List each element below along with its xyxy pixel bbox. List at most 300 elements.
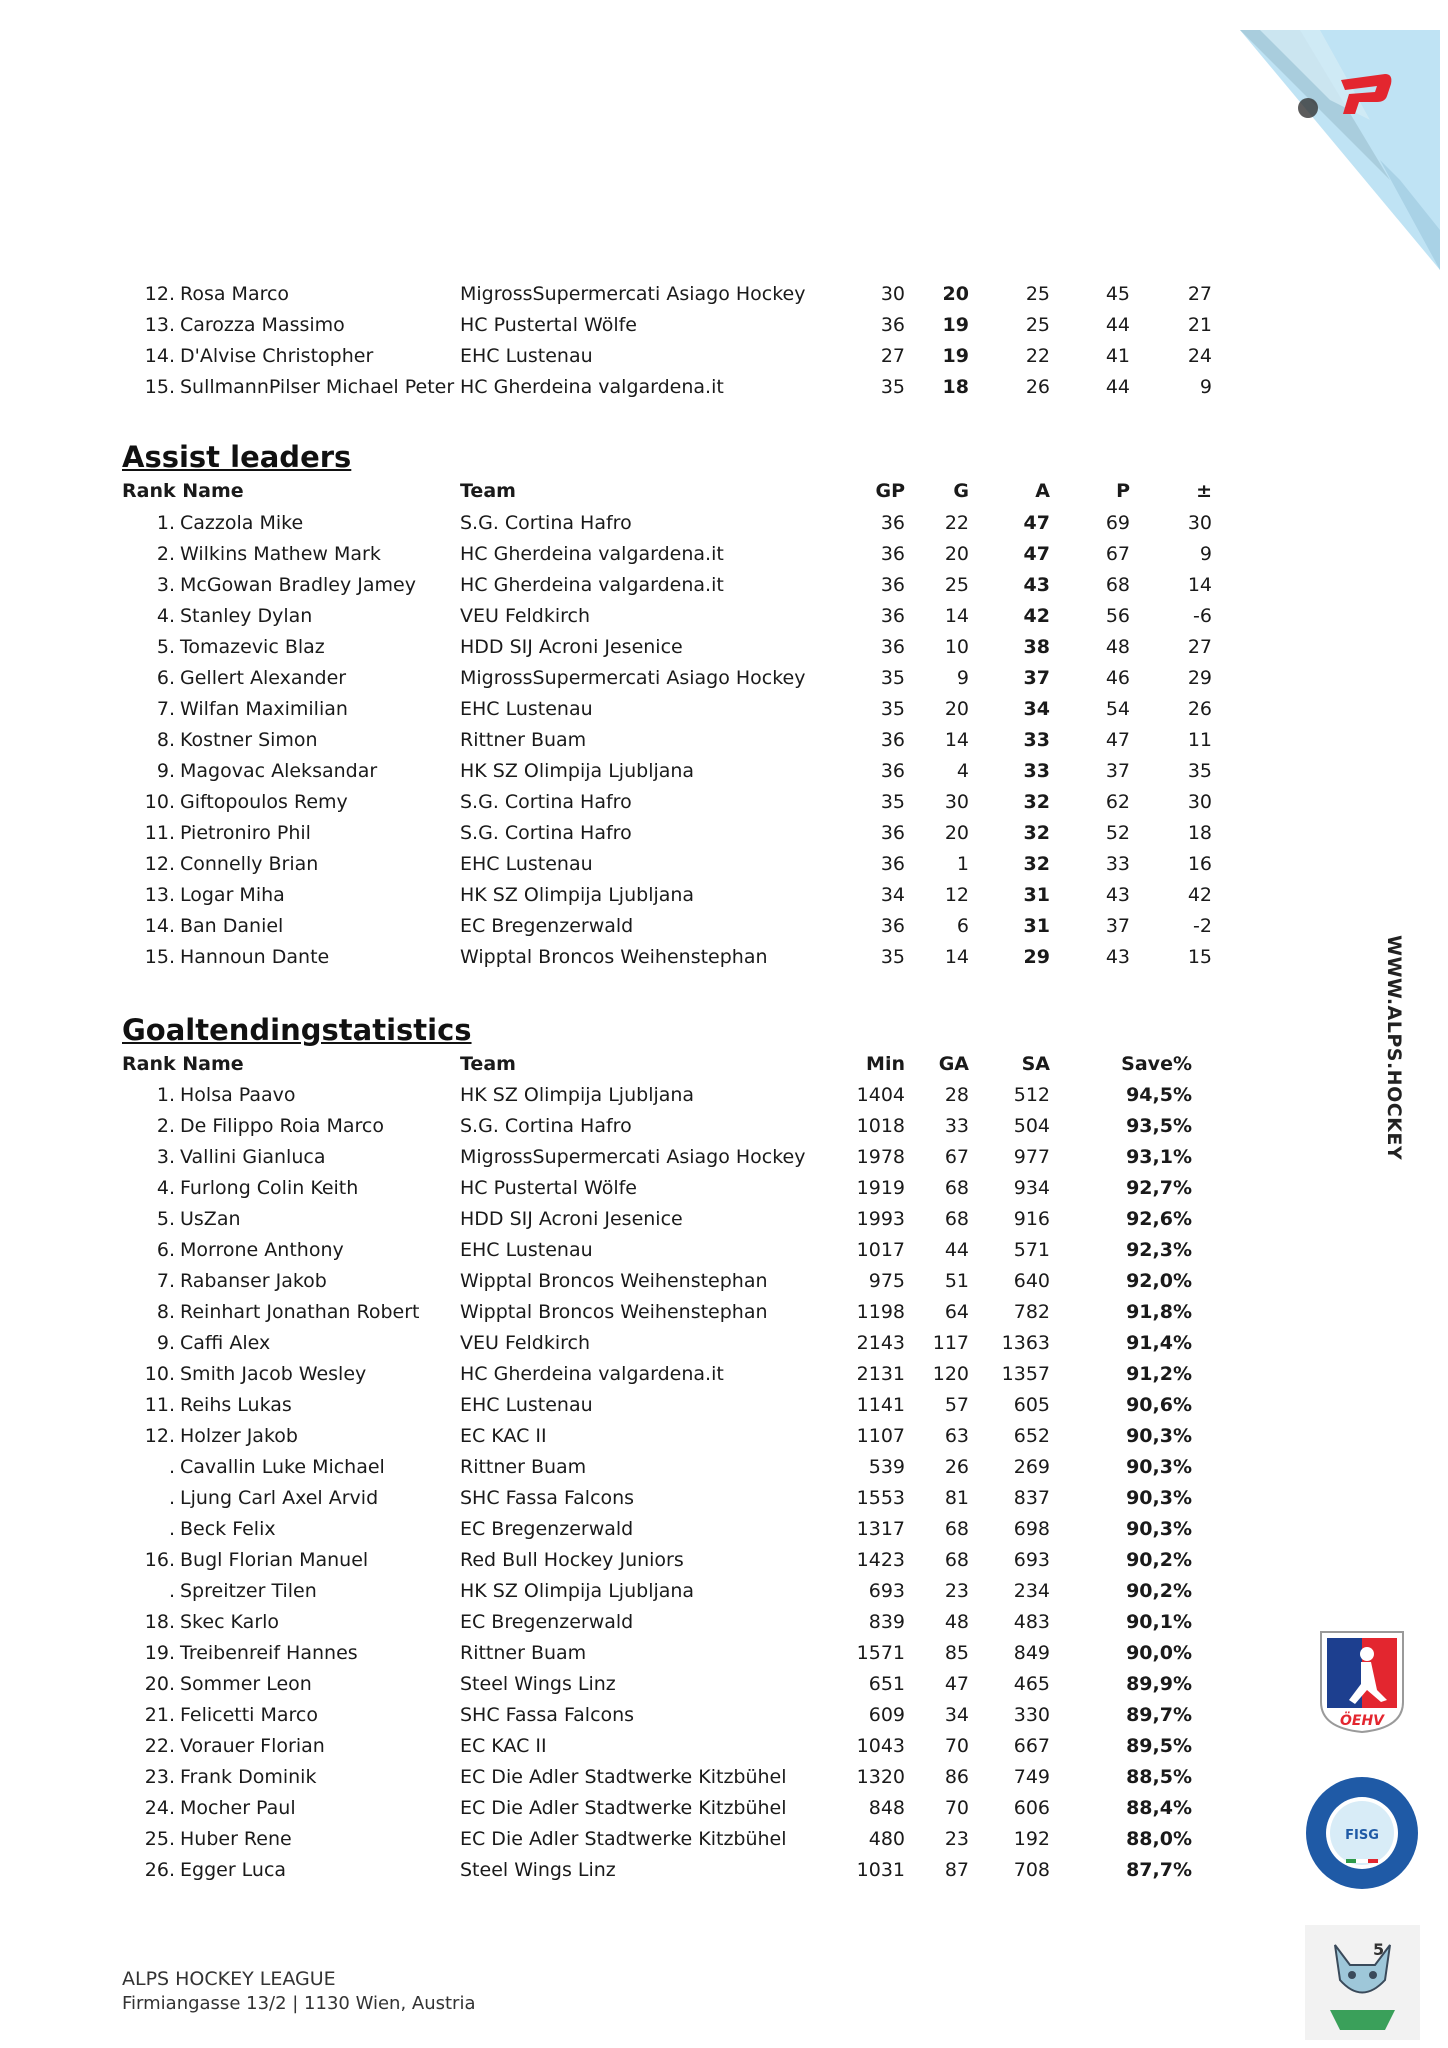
save-pct-cell: 89,7% xyxy=(1126,1704,1192,1726)
goals-against-cell: 68 xyxy=(944,1549,969,1571)
player-name-cell: UsZan xyxy=(180,1208,241,1230)
shots-against-cell: 269 xyxy=(1013,1456,1050,1478)
team-cell: Steel Wings Linz xyxy=(460,1673,616,1695)
team-cell: Rittner Buam xyxy=(460,729,587,751)
team-cell: EHC Lustenau xyxy=(460,1239,593,1261)
team-cell: EC Bregenzerwald xyxy=(460,1518,634,1540)
rank-cell: 4. xyxy=(156,1177,175,1199)
shots-against-cell: 934 xyxy=(1013,1177,1050,1199)
save-pct-cell: 90,6% xyxy=(1126,1394,1192,1416)
team-cell: HC Gherdeina valgardena.it xyxy=(460,1363,724,1385)
save-pct-cell: 92,0% xyxy=(1126,1270,1192,1292)
team-cell: EC Bregenzerwald xyxy=(460,915,634,937)
table-row xyxy=(0,787,1448,818)
goals-against-cell: 51 xyxy=(944,1270,969,1292)
rank-cell: 25. xyxy=(144,1828,175,1850)
player-name-cell: Holsa Paavo xyxy=(180,1084,296,1106)
table-row xyxy=(0,570,1448,601)
plusminus-cell: 26 xyxy=(1187,698,1212,720)
rank-cell: 10. xyxy=(144,1363,175,1385)
rank-cell: 8. xyxy=(156,729,175,751)
team-cell: HC Gherdeina valgardena.it xyxy=(460,543,724,565)
fisg-logo-text: FISG xyxy=(1345,1828,1379,1843)
points-cell: 43 xyxy=(1105,946,1130,968)
side-url[interactable]: WWW.ALPS.HOCKEY xyxy=(1383,935,1405,1161)
shots-against-cell: 234 xyxy=(1013,1580,1050,1602)
rank-cell: . xyxy=(168,1580,175,1602)
footer-address: Firmiangasse 13/2 | 1130 Wien, Austria xyxy=(122,1993,476,2014)
goals-cell: 14 xyxy=(944,729,969,751)
gp-cell: 36 xyxy=(880,543,905,565)
minutes-cell: 1423 xyxy=(856,1549,905,1571)
plusminus-cell: 29 xyxy=(1187,667,1212,689)
goals-against-cell: 68 xyxy=(944,1208,969,1230)
team-cell: HK SZ Olimpija Ljubljana xyxy=(460,1084,695,1106)
points-cell: 33 xyxy=(1105,853,1130,875)
rank-cell: 13. xyxy=(144,314,175,336)
header-ga: GA xyxy=(938,1053,969,1075)
rank-cell: 15. xyxy=(144,946,175,968)
goals-cell: 14 xyxy=(944,605,969,627)
goals-against-cell: 68 xyxy=(944,1518,969,1540)
shots-against-cell: 1363 xyxy=(1001,1332,1050,1354)
goals-against-cell: 85 xyxy=(944,1642,969,1664)
points-cell: 68 xyxy=(1105,574,1130,596)
shots-against-cell: 504 xyxy=(1013,1115,1050,1137)
assist-leaders-title: Assist leaders xyxy=(122,440,352,474)
goalie-table-header xyxy=(0,1049,1448,1080)
player-name-cell: Hannoun Dante xyxy=(180,946,330,968)
page-number: 5 xyxy=(1373,1940,1385,1959)
player-name-cell: Holzer Jakob xyxy=(180,1425,298,1447)
save-pct-cell: 89,9% xyxy=(1126,1673,1192,1695)
table-row xyxy=(0,632,1448,663)
assists-cell: 33 xyxy=(1023,760,1050,782)
table-row xyxy=(0,1266,1448,1297)
assists-cell: 31 xyxy=(1023,884,1050,906)
goals-cell: 20 xyxy=(944,543,969,565)
team-cell: HK SZ Olimpija Ljubljana xyxy=(460,884,695,906)
table-row xyxy=(0,1700,1448,1731)
goals-cell: 1 xyxy=(956,853,969,875)
rank-cell: 4. xyxy=(156,605,175,627)
goals-cell: 14 xyxy=(944,946,969,968)
plusminus-cell: 42 xyxy=(1187,884,1212,906)
table-row xyxy=(0,1080,1448,1111)
assists-cell: 32 xyxy=(1023,853,1050,875)
table-row xyxy=(0,1204,1448,1235)
team-cell: VEU Feldkirch xyxy=(460,1332,591,1354)
gp-cell: 35 xyxy=(880,667,905,689)
table-row xyxy=(0,1390,1448,1421)
rank-cell: 3. xyxy=(156,574,175,596)
save-pct-cell: 90,3% xyxy=(1126,1456,1192,1478)
header-save-pct: Save% xyxy=(1121,1053,1192,1075)
goals-against-cell: 70 xyxy=(944,1797,969,1819)
goals-cell: 25 xyxy=(944,574,969,596)
rank-cell: 10. xyxy=(144,791,175,813)
minutes-cell: 1317 xyxy=(856,1518,905,1540)
plusminus-cell: 18 xyxy=(1187,822,1212,844)
minutes-cell: 1571 xyxy=(856,1642,905,1664)
save-pct-cell: 88,0% xyxy=(1126,1828,1192,1850)
player-name-cell: Caffi Alex xyxy=(180,1332,271,1354)
points-cell: 43 xyxy=(1105,884,1130,906)
assists-cell: 32 xyxy=(1023,791,1050,813)
minutes-cell: 1017 xyxy=(856,1239,905,1261)
save-pct-cell: 90,2% xyxy=(1126,1580,1192,1602)
table-row xyxy=(0,539,1448,570)
points-cell: 44 xyxy=(1105,376,1130,398)
rank-cell: 13. xyxy=(144,884,175,906)
rank-cell: 26. xyxy=(144,1859,175,1881)
goals-against-cell: 23 xyxy=(944,1580,969,1602)
assists-cell: 34 xyxy=(1023,698,1050,720)
player-name-cell: Ljung Carl Axel Arvid xyxy=(180,1487,379,1509)
team-cell: SHC Fassa Falcons xyxy=(460,1487,635,1509)
save-pct-cell: 91,8% xyxy=(1126,1301,1192,1323)
gp-cell: 27 xyxy=(880,345,905,367)
goals-against-cell: 57 xyxy=(944,1394,969,1416)
shots-against-cell: 782 xyxy=(1013,1301,1050,1323)
player-name-cell: Huber Rene xyxy=(180,1828,292,1850)
rank-cell: . xyxy=(168,1518,175,1540)
player-name-cell: Reinhart Jonathan Robert xyxy=(180,1301,420,1323)
rank-cell: 24. xyxy=(144,1797,175,1819)
shots-against-cell: 606 xyxy=(1013,1797,1050,1819)
player-name-cell: Giftopoulos Remy xyxy=(180,791,348,813)
player-name-cell: Gellert Alexander xyxy=(180,667,347,689)
points-cell: 46 xyxy=(1105,667,1130,689)
points-cell: 37 xyxy=(1105,915,1130,937)
assists-cell: 38 xyxy=(1023,636,1050,658)
save-pct-cell: 91,4% xyxy=(1126,1332,1192,1354)
rank-cell: 21. xyxy=(144,1704,175,1726)
player-name-cell: Wilkins Mathew Mark xyxy=(180,543,381,565)
gp-cell: 36 xyxy=(880,853,905,875)
rank-cell: 2. xyxy=(156,1115,175,1137)
points-cell: 47 xyxy=(1105,729,1130,751)
points-cell: 67 xyxy=(1105,543,1130,565)
player-name-cell: Cazzola Mike xyxy=(180,512,304,534)
points-cell: 69 xyxy=(1105,512,1130,534)
team-cell: HK SZ Olimpija Ljubljana xyxy=(460,760,695,782)
player-name-cell: Wilfan Maximilian xyxy=(180,698,348,720)
plusminus-cell: 21 xyxy=(1187,314,1212,336)
table-row xyxy=(0,279,1448,310)
rank-cell: 9. xyxy=(156,1332,175,1354)
shots-against-cell: 667 xyxy=(1013,1735,1050,1757)
player-name-cell: Beck Felix xyxy=(180,1518,276,1540)
goals-against-cell: 81 xyxy=(944,1487,969,1509)
team-cell: MigrossSupermercati Asiago Hockey xyxy=(460,667,806,689)
table-row xyxy=(0,1328,1448,1359)
player-name-cell: Skec Karlo xyxy=(180,1611,280,1633)
table-row xyxy=(0,725,1448,756)
team-cell: HDD SIJ Acroni Jesenice xyxy=(460,636,683,658)
team-cell: EC Bregenzerwald xyxy=(460,1611,634,1633)
player-name-cell: Sommer Leon xyxy=(180,1673,312,1695)
gp-cell: 35 xyxy=(880,791,905,813)
table-row xyxy=(0,1359,1448,1390)
plusminus-cell: 27 xyxy=(1187,283,1212,305)
player-name-cell: Egger Luca xyxy=(180,1859,287,1881)
minutes-cell: 609 xyxy=(868,1704,905,1726)
table-row xyxy=(0,1297,1448,1328)
header-plusminus: ± xyxy=(1196,480,1212,502)
plusminus-cell: -6 xyxy=(1193,605,1212,627)
table-row xyxy=(0,942,1448,973)
brand-logo-icon xyxy=(1335,70,1395,120)
gp-cell: 35 xyxy=(880,946,905,968)
assist-table-header xyxy=(0,476,1448,507)
team-cell: HC Gherdeina valgardena.it xyxy=(460,574,724,596)
shots-against-cell: 977 xyxy=(1013,1146,1050,1168)
table-row xyxy=(0,1731,1448,1762)
points-cell: 41 xyxy=(1105,345,1130,367)
corner-decoration xyxy=(1240,30,1440,270)
minutes-cell: 975 xyxy=(868,1270,905,1292)
table-row xyxy=(0,818,1448,849)
assists-cell: 32 xyxy=(1023,822,1050,844)
points-cell: 48 xyxy=(1105,636,1130,658)
save-pct-cell: 87,7% xyxy=(1126,1859,1192,1881)
team-cell: HK SZ Olimpija Ljubljana xyxy=(460,1580,695,1602)
assists-cell: 47 xyxy=(1023,543,1050,565)
plusminus-cell: 9 xyxy=(1199,543,1212,565)
rank-cell: 7. xyxy=(156,1270,175,1292)
player-name-cell: Stanley Dylan xyxy=(180,605,313,627)
team-cell: EC KAC II xyxy=(460,1735,547,1757)
goals-cell: 30 xyxy=(944,791,969,813)
rank-cell: 15. xyxy=(144,376,175,398)
table-row xyxy=(0,1545,1448,1576)
gp-cell: 35 xyxy=(880,698,905,720)
team-cell: HC Pustertal Wölfe xyxy=(460,1177,637,1199)
goals-cell: 19 xyxy=(942,345,969,367)
rank-cell: 9. xyxy=(156,760,175,782)
table-row xyxy=(0,372,1448,403)
team-cell: Wipptal Broncos Weihenstephan xyxy=(460,946,768,968)
rank-cell: 14. xyxy=(144,345,175,367)
minutes-cell: 1404 xyxy=(856,1084,905,1106)
gp-cell: 36 xyxy=(880,822,905,844)
points-cell: 54 xyxy=(1105,698,1130,720)
team-cell: HC Pustertal Wölfe xyxy=(460,314,637,336)
rank-cell: 20. xyxy=(144,1673,175,1695)
save-pct-cell: 90,2% xyxy=(1126,1549,1192,1571)
shots-against-cell: 749 xyxy=(1013,1766,1050,1788)
player-name-cell: Magovac Aleksandar xyxy=(180,760,378,782)
goals-against-cell: 63 xyxy=(944,1425,969,1447)
oehv-logo-icon xyxy=(1317,1628,1407,1734)
minutes-cell: 539 xyxy=(868,1456,905,1478)
goals-cell: 4 xyxy=(956,760,969,782)
plusminus-cell: 35 xyxy=(1187,760,1212,782)
footer-league-name: ALPS HOCKEY LEAGUE xyxy=(122,1968,336,1990)
player-name-cell: Morrone Anthony xyxy=(180,1239,344,1261)
save-pct-cell: 90,3% xyxy=(1126,1518,1192,1540)
minutes-cell: 1919 xyxy=(856,1177,905,1199)
goals-against-cell: 34 xyxy=(944,1704,969,1726)
goals-against-cell: 33 xyxy=(944,1115,969,1137)
rank-cell: . xyxy=(168,1487,175,1509)
player-name-cell: Carozza Massimo xyxy=(180,314,345,336)
points-cell: 45 xyxy=(1105,283,1130,305)
goals-cell: 20 xyxy=(942,283,969,305)
rank-cell: 12. xyxy=(144,853,175,875)
team-cell: EHC Lustenau xyxy=(460,1394,593,1416)
team-cell: EHC Lustenau xyxy=(460,698,593,720)
rank-cell: 5. xyxy=(156,636,175,658)
rank-cell: 3. xyxy=(156,1146,175,1168)
goals-cell: 20 xyxy=(944,698,969,720)
table-row xyxy=(0,341,1448,372)
save-pct-cell: 90,1% xyxy=(1126,1611,1192,1633)
team-cell: HDD SIJ Acroni Jesenice xyxy=(460,1208,683,1230)
assists-cell: 33 xyxy=(1023,729,1050,751)
table-row xyxy=(0,1483,1448,1514)
gp-cell: 36 xyxy=(880,605,905,627)
goals-against-cell: 120 xyxy=(932,1363,969,1385)
minutes-cell: 1018 xyxy=(856,1115,905,1137)
save-pct-cell: 90,3% xyxy=(1126,1487,1192,1509)
table-row xyxy=(0,1793,1448,1824)
shots-against-cell: 605 xyxy=(1013,1394,1050,1416)
goals-against-cell: 47 xyxy=(944,1673,969,1695)
team-cell: EC Die Adler Stadtwerke Kitzbühel xyxy=(460,1828,787,1850)
rank-cell: 11. xyxy=(144,1394,175,1416)
goals-cell: 12 xyxy=(944,884,969,906)
header-rank-name: Rank Name xyxy=(122,1053,244,1075)
minutes-cell: 1993 xyxy=(856,1208,905,1230)
save-pct-cell: 92,3% xyxy=(1126,1239,1192,1261)
assists-cell: 31 xyxy=(1023,915,1050,937)
goals-cell: 9 xyxy=(956,667,969,689)
team-cell: Wipptal Broncos Weihenstephan xyxy=(460,1270,768,1292)
save-pct-cell: 90,0% xyxy=(1126,1642,1192,1664)
header-p: P xyxy=(1116,480,1130,502)
save-pct-cell: 92,6% xyxy=(1126,1208,1192,1230)
player-name-cell: McGowan Bradley Jamey xyxy=(180,574,416,596)
shots-against-cell: 837 xyxy=(1013,1487,1050,1509)
table-row xyxy=(0,1111,1448,1142)
goals-against-cell: 117 xyxy=(932,1332,969,1354)
rank-cell: 8. xyxy=(156,1301,175,1323)
goaltending-title: Goaltendingstatistics xyxy=(122,1013,472,1047)
save-pct-cell: 89,5% xyxy=(1126,1735,1192,1757)
rank-cell: 5. xyxy=(156,1208,175,1230)
minutes-cell: 839 xyxy=(868,1611,905,1633)
table-row xyxy=(0,663,1448,694)
plusminus-cell: 14 xyxy=(1187,574,1212,596)
minutes-cell: 1320 xyxy=(856,1766,905,1788)
player-name-cell: Cavallin Luke Michael xyxy=(180,1456,385,1478)
player-name-cell: Reihs Lukas xyxy=(180,1394,292,1416)
shots-against-cell: 465 xyxy=(1013,1673,1050,1695)
team-cell: MigrossSupermercati Asiago Hockey xyxy=(460,1146,806,1168)
assists-cell: 25 xyxy=(1025,283,1050,305)
rank-cell: 6. xyxy=(156,667,175,689)
goals-against-cell: 28 xyxy=(944,1084,969,1106)
shots-against-cell: 652 xyxy=(1013,1425,1050,1447)
oehv-logo-text: ÖEHV xyxy=(1339,1713,1385,1729)
table-row xyxy=(0,508,1448,539)
rank-cell: . xyxy=(168,1456,175,1478)
table-row xyxy=(0,1142,1448,1173)
minutes-cell: 480 xyxy=(868,1828,905,1850)
save-pct-cell: 92,7% xyxy=(1126,1177,1192,1199)
shots-against-cell: 1357 xyxy=(1001,1363,1050,1385)
minutes-cell: 651 xyxy=(868,1673,905,1695)
player-name-cell: Bugl Florian Manuel xyxy=(180,1549,369,1571)
minutes-cell: 1141 xyxy=(856,1394,905,1416)
assists-cell: 42 xyxy=(1023,605,1050,627)
assists-cell: 22 xyxy=(1025,345,1050,367)
gp-cell: 35 xyxy=(880,376,905,398)
gp-cell: 36 xyxy=(880,729,905,751)
table-row xyxy=(0,1173,1448,1204)
table-row xyxy=(0,1824,1448,1855)
rank-cell: 14. xyxy=(144,915,175,937)
table-row xyxy=(0,1452,1448,1483)
shots-against-cell: 192 xyxy=(1013,1828,1050,1850)
team-cell: S.G. Cortina Hafro xyxy=(460,512,632,534)
table-row xyxy=(0,1421,1448,1452)
rank-cell: 22. xyxy=(144,1735,175,1757)
save-pct-cell: 93,1% xyxy=(1126,1146,1192,1168)
assists-cell: 25 xyxy=(1025,314,1050,336)
rank-cell: 6. xyxy=(156,1239,175,1261)
gp-cell: 36 xyxy=(880,760,905,782)
player-name-cell: SullmannPilser Michael Peter xyxy=(180,376,455,398)
plusminus-cell: 30 xyxy=(1187,791,1212,813)
player-name-cell: Logar Miha xyxy=(180,884,285,906)
table-row xyxy=(0,1762,1448,1793)
player-name-cell: De Filippo Roia Marco xyxy=(180,1115,384,1137)
save-pct-cell: 90,3% xyxy=(1126,1425,1192,1447)
team-cell: EC Die Adler Stadtwerke Kitzbühel xyxy=(460,1766,787,1788)
table-row xyxy=(0,1607,1448,1638)
table-row xyxy=(0,1669,1448,1700)
goals-against-cell: 67 xyxy=(944,1146,969,1168)
goals-against-cell: 86 xyxy=(944,1766,969,1788)
rank-cell: 1. xyxy=(156,512,175,534)
plusminus-cell: 30 xyxy=(1187,512,1212,534)
table-row xyxy=(0,1638,1448,1669)
lynx-club-logo-icon xyxy=(1305,1925,1420,2040)
save-pct-cell: 88,4% xyxy=(1126,1797,1192,1819)
header-g: G xyxy=(953,480,969,502)
goals-against-cell: 48 xyxy=(944,1611,969,1633)
team-cell: SHC Fassa Falcons xyxy=(460,1704,635,1726)
table-row xyxy=(0,756,1448,787)
gp-cell: 36 xyxy=(880,512,905,534)
goals-cell: 19 xyxy=(942,314,969,336)
rank-cell: 16. xyxy=(144,1549,175,1571)
points-cell: 44 xyxy=(1105,314,1130,336)
player-name-cell: Frank Dominik xyxy=(180,1766,317,1788)
header-gp: GP xyxy=(875,480,905,502)
shots-against-cell: 483 xyxy=(1013,1611,1050,1633)
player-name-cell: Treibenreif Hannes xyxy=(180,1642,358,1664)
plusminus-cell: 24 xyxy=(1187,345,1212,367)
team-cell: VEU Feldkirch xyxy=(460,605,591,627)
goals-against-cell: 44 xyxy=(944,1239,969,1261)
gp-cell: 34 xyxy=(880,884,905,906)
player-name-cell: Spreitzer Tilen xyxy=(180,1580,317,1602)
header-a: A xyxy=(1035,480,1050,502)
